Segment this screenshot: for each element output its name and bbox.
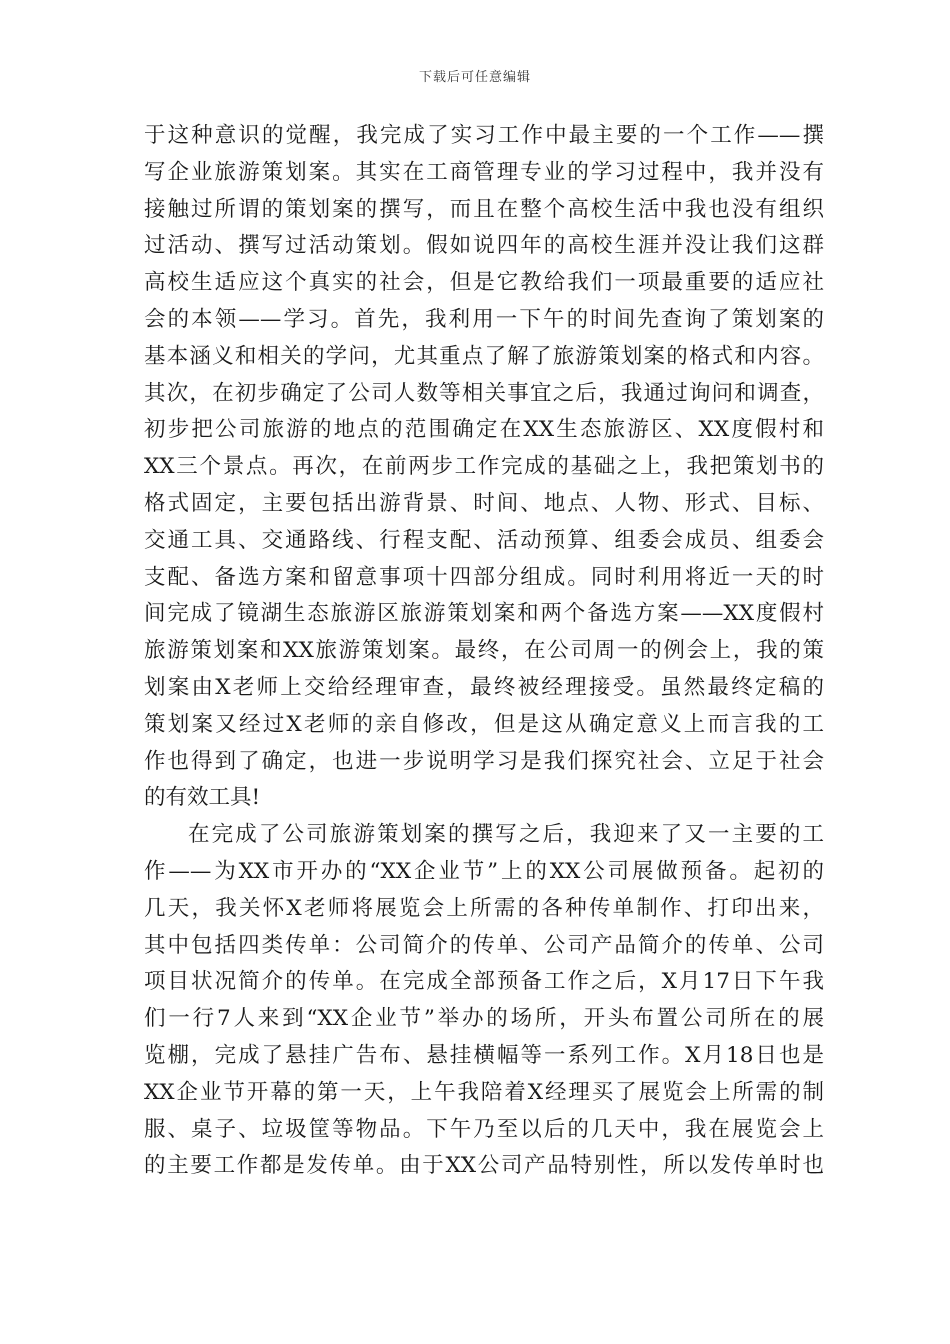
text-line: 划案由X老师上交给经理审查，最终被经理接受。虽然最终定稿的 — [144, 674, 824, 700]
paragraph — [144, 118, 824, 817]
text-line: 初步把公司旅游的地点的范围确定在XX生态旅游区、XX度假村和 — [144, 417, 824, 443]
text-line: 的主要工作都是发传单。由于XX公司产品特别性，所以发传单时也 — [144, 1153, 824, 1179]
document-body — [144, 118, 824, 1185]
text-line: XX三个景点。再次，在前两步工作完成的基础之上，我把策划书的 — [144, 454, 824, 480]
page-header: 下载后可任意编辑 — [418, 70, 531, 85]
paragraph — [144, 817, 824, 1185]
text-line: 们一行7人来到“XX企业节”举办的场所，开头布置公司所在的展 — [144, 1006, 824, 1032]
text-line: 作也得到了确定，也进一步说明学习是我们探究社会、立足于社会 — [144, 748, 824, 774]
text-line: 服、桌子、垃圾筐等物品。下午乃至以后的几天中，我在展览会上 — [144, 1116, 824, 1142]
text-line: 于这种意识的觉醒，我完成了实习工作中最主要的一个工作——撰 — [144, 123, 824, 148]
text-line: 高校生适应这个真实的社会，但是它教给我们一项最重要的适应社 — [144, 270, 824, 296]
text-line: 交通工具、交通路线、行程支配、活动预算、组委会成员、组委会 — [144, 527, 824, 553]
text-line: 策划案又经过X老师的亲自修改，但是这从确定意义上而言我的工 — [144, 711, 824, 737]
text-line: 览棚，完成了悬挂广告布、悬挂横幅等一系列工作。X月18日也是 — [144, 1042, 824, 1068]
text-line: 的有效工具! — [144, 785, 261, 811]
text-line: 支配、备选方案和留意事项十四部分组成。同时利用将近一天的时 — [144, 564, 824, 590]
text-line: 接触过所谓的策划案的撰写，而且在整个高校生活中我也没有组织 — [144, 196, 824, 222]
text-line: 其中包括四类传单：公司简介的传单、公司产品简介的传单、公司 — [144, 932, 824, 958]
text-line: 几天，我关怀X老师将展览会上所需的各种传单制作、打印出来， — [144, 895, 824, 921]
text-line: 过活动、撰写过活动策划。假如说四年的高校生涯并没让我们这群 — [144, 233, 824, 259]
text-line: 基本涵义和相关的学问，尤其重点了解了旅游策划案的格式和内容。 — [144, 343, 824, 369]
text-line: 会的本领——学习。首先，我利用一下午的时间先查询了策划案的 — [144, 306, 824, 332]
text-line: 作——为XX市开办的“XX企业节”上的XX公司展做预备。起初的 — [144, 858, 824, 884]
text-line: 旅游策划案和XX旅游策划案。最终，在公司周一的例会上，我的策 — [144, 638, 824, 664]
text-line: 项目状况简介的传单。在完成全部预备工作之后，X月17日下午我 — [144, 969, 824, 995]
text-line: XX企业节开幕的第一天，上午我陪着X经理买了展览会上所需的制 — [144, 1079, 824, 1105]
text-line: 写企业旅游策划案。其实在工商管理专业的学习过程中，我并没有 — [144, 159, 824, 185]
text-line: 格式固定，主要包括出游背景、时间、地点、人物、形式、目标、 — [144, 490, 824, 516]
text-line: 间完成了镜湖生态旅游区旅游策划案和两个备选方案——XX度假村 — [144, 601, 824, 627]
text-line: 在完成了公司旅游策划案的撰写之后，我迎来了又一主要的工 — [188, 822, 824, 848]
text-line: 其次，在初步确定了公司人数等相关事宜之后，我通过询问和调查， — [144, 380, 824, 406]
